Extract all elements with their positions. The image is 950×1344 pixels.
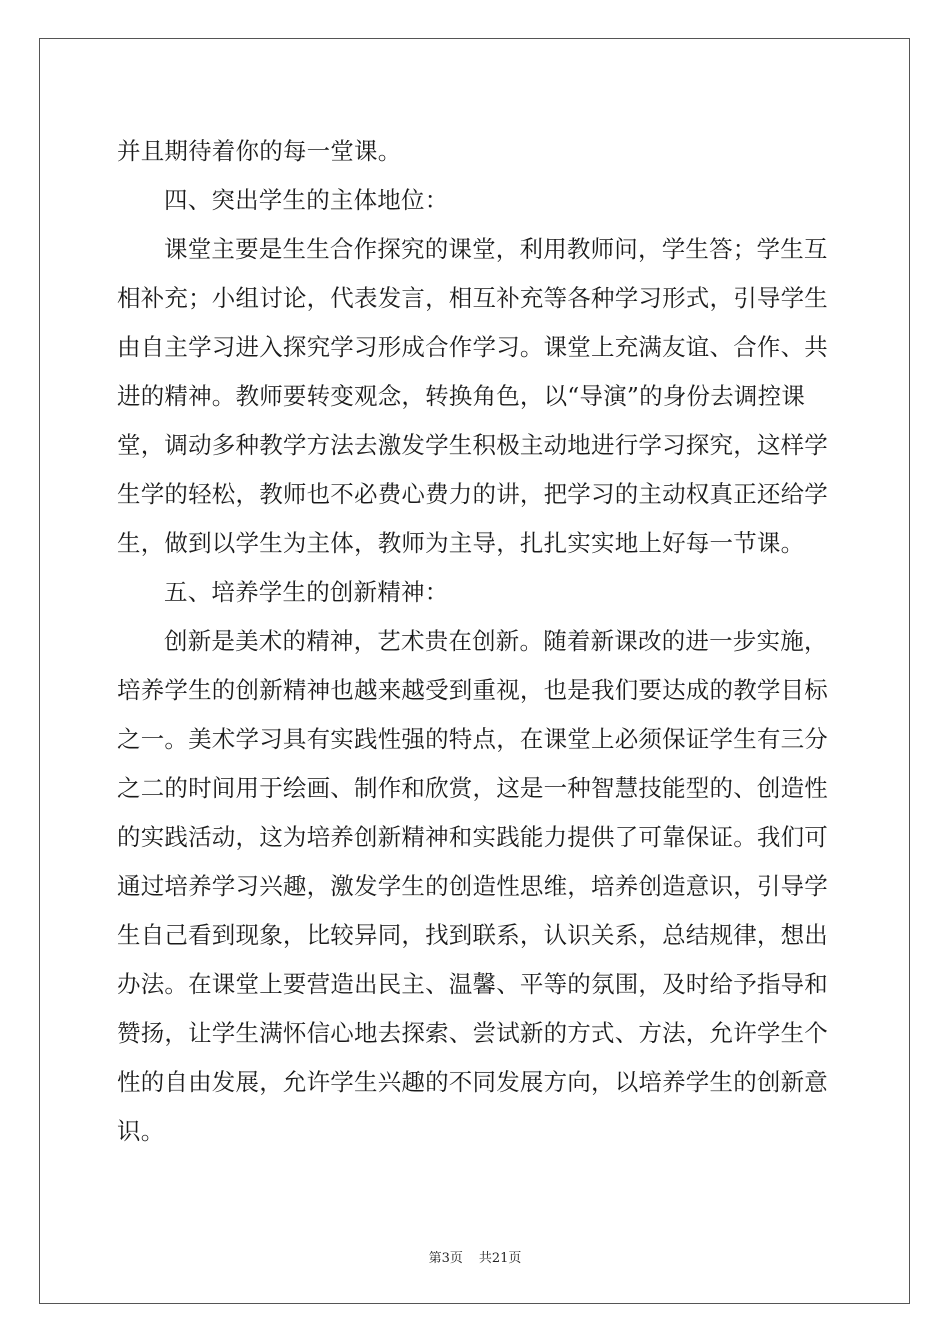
section-heading: 四、突出学生的主体地位：: [164, 186, 449, 214]
text-line: 培养学生的创新精神也越来越受到重视，也是我们要达成的教学目标: [117, 676, 828, 704]
text-line: 生学的轻松，教师也不必费心费力的讲，把学习的主动权真正还给学: [117, 480, 828, 508]
page-number: 第3页: [428, 1251, 463, 1266]
text-line: 生，做到以学生为主体，教师为主导，扎扎实实地上好每一节课。: [117, 529, 805, 557]
text-line: 赞扬，让学生满怀信心地去探索、尝试新的方式、方法，允许学生个: [117, 1019, 828, 1047]
text-line: 并且期待着你的每一堂课。: [117, 137, 402, 165]
document-body: [117, 127, 833, 1156]
text-line: 通过培养学习兴趣，激发学生的创造性思维，培养创造意识，引导学: [117, 872, 828, 900]
page-total: 共21页: [478, 1251, 522, 1266]
text-line: 之一。美术学习具有实践性强的特点，在课堂上必须保证学生有三分: [117, 725, 828, 753]
section-heading: 五、培养学生的创新精神：: [164, 578, 449, 606]
text-line: 相补充；小组讨论，代表发言，相互补充等各种学习形式，引导学生: [117, 284, 828, 312]
text-line: 创新是美术的精神，艺术贵在创新。随着新课改的进一步实施，: [164, 627, 828, 655]
text-line: 识。: [117, 1117, 165, 1145]
text-line: 由自主学习进入探究学习形成合作学习。课堂上充满友谊、合作、共: [117, 333, 828, 361]
text-line: 课堂主要是生生合作探究的课堂，利用教师问，学生答；学生互: [164, 235, 828, 263]
text-line: 堂，调动多种教学方法去激发学生积极主动地进行学习探究，这样学: [117, 431, 828, 459]
text-line: 生自己看到现象，比较异同，找到联系，认识关系，总结规律，想出: [117, 921, 828, 949]
text-line: 的实践活动，这为培养创新精神和实践能力提供了可靠保证。我们可: [117, 823, 828, 851]
text-line: 办法。在课堂上要营造出民主、温馨、平等的氛围，及时给予指导和: [117, 970, 828, 998]
text-line: 之二的时间用于绘画、制作和欣赏，这是一种智慧技能型的、创造性: [117, 774, 828, 802]
page-footer: [0, 1247, 950, 1266]
text-line: 性的自由发展，允许学生兴趣的不同发展方向，以培养学生的创新意: [117, 1068, 828, 1096]
text-line: 进的精神。教师要转变观念，转换角色，以“导演”的身份去调控课: [117, 382, 806, 410]
